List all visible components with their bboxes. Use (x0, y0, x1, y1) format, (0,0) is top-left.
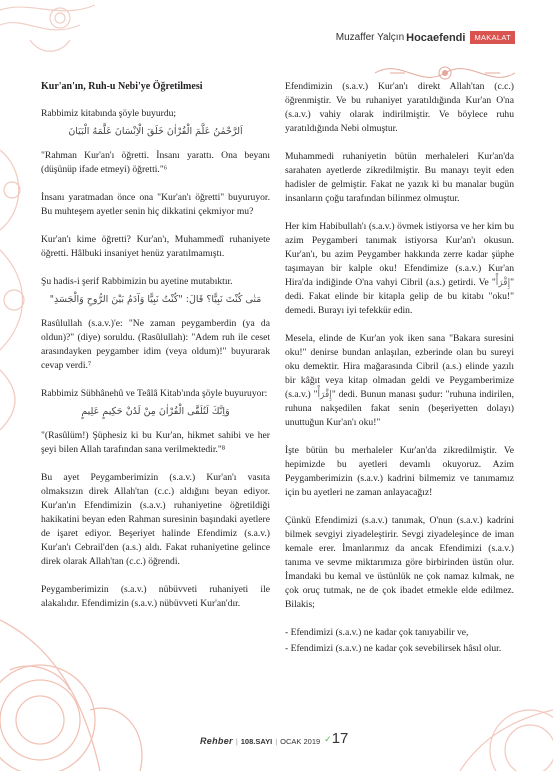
paragraph (285, 220, 514, 318)
paragraph: Peygamberimizin (s.a.v.) nübüvveti ruhaniyeti ile alakalıdır. Efendimizin (s.a.v.) nübüvveti Kur'an'dır. (41, 584, 270, 609)
paragraph: Rabbimiz kitabında şöyle buyurdu; (41, 108, 177, 119)
paragraph: Efendimizin (s.a.v.) Kur'an'ı direkt Allah'tan (c.c.) öğrenmiştir. Ve bu ruhaniyet yaratıldığında Kur'an O'na (s.a.v.) vahiy olarak indirilmiştir. Ve böylece ruhu yaratıldığında Nebi olmuştur. (285, 81, 514, 134)
footer-divider: | (275, 737, 278, 746)
leaf-icon: ✓ (324, 734, 332, 744)
paragraph: Şu hadis-i şerif Rabbimizin bu ayetine mutabıktır. (41, 276, 233, 287)
paragraph-text: Her kim Habibullah'ı (s.a.v.) övmek istiyorsa ve her kim bu azim Peygamberi tanımak istiyorsa Kur'an'ı okusun. Kur'an'ı, bu azim Peygamber hakkında zerre kadar şüphe taşımayan bir kalple oku! Efendimize (s.a.v.) Kur'an Hira'da indiğinde O'na vahyi Cibril (a.s.) getirdi. Ve " (285, 221, 514, 288)
issue-number: 108.SAYI (240, 737, 273, 746)
dash-list (285, 626, 514, 656)
page-number-text: 17 (331, 730, 349, 747)
page-footer (200, 732, 348, 746)
paragraph: İnsanı yaratmadan önce ona "Kur'an'ı öğretti" buyuruyor. Bu muhteşem ayetler senin hiç dikkatini çekmiyor mu? (41, 192, 270, 217)
left-edge-ornament (0, 130, 36, 430)
list-item: - Efendimizi (s.a.v.) ne kadar çok tanıyabilir ve, (285, 627, 469, 638)
bottom-right-ornament (420, 640, 553, 771)
paragraph: Rasûlullah (s.a.v.)'e: "Ne zaman peygamberdin (ya da oldun)?" (diye) soruldu. (Rasûlullah): "Adem ruh ile ceset arasındayken peygamber idim (veya oldum)!" buyurarak cevap verdi.⁷ (41, 318, 270, 371)
inline-arabic: إِقْرَأْ (495, 278, 511, 288)
right-column (285, 80, 514, 658)
paragraph: Çünkü Efendimizi (s.a.v.) tanımak, O'nun (s.a.v.) kadrini bilmek sevgiyi ziyadeleştirir. Sevgi ziyadeleşince de iman kemale erer. İmanlarımız da ancak Efendimizi (s.a.v.) tanıma ve sevme miktarımıza göre birbirinden üstün olur. İmandaki bu kemal ve üstünlük ne çok namaz kılmak, ne çok oruç tutmak, ne de çok ibadet etmekle elde edilmez. Bilakis; (285, 515, 514, 610)
page-number (324, 732, 348, 746)
paragraph: Kur'an'ı kime öğretti? Kur'an'ı, Muhammedî ruhaniyete öğretti. Hâlbuki insaniyet henüz yaratılmamıştı. (41, 234, 270, 259)
paragraph: "Rahman Kur'an'ı öğretti. İnsanı yarattı. Ona beyanı (düşünüp ifade etmeyi) öğretti."⁶ (41, 150, 270, 175)
paragraph: Bu ayet Peygamberimizin (s.a.v.) Kur'an'ı vasıta olmaksızın direk Allah'tan (c.c.) aldığını beyan ediyor. Kur'an'ın Efendimizin (s.a.v.) ruhaniyetine öğretildiği hakikatini beyan eden Rahman suresinin başındaki ayetlere de işaret ediyor. Beşeriyet halinde Efendimiz (s.a.v.) Kur'an'ı Cebrail'den (a.s.) aldı. Fakat ruhaniyetine gelince direk olarak Allah'tan (c.c.) öğrendi. (41, 472, 270, 567)
paragraph-text: " dedi. Fakat elinde bir kitapla gelip de bu kitabı "oku!" demedi. Burayı iyi tefekkür edin. (285, 277, 514, 316)
issue-date: OCAK 2019 (280, 737, 321, 746)
paragraph: "(Rasûlüm!) Şüphesiz ki bu Kur'an, hikmet sahibi ve her şeyi bilen Allah tarafından sana verilmektedir."⁸ (41, 430, 270, 455)
article-subheading: Kur'an'ın, Ruh-u Nebi'ye Öğretilmesi (41, 81, 203, 92)
list-item: - Efendimizi (s.a.v.) ne kadar çok sevebilirsek hâsıl olur. (285, 643, 502, 654)
paragraph (285, 332, 514, 430)
author-name: Muzaffer Yalçın (335, 32, 405, 43)
footer-divider: | (235, 737, 238, 746)
arabic-hadith: مَتٰى كُنْتَ نَبِيًّا؟ قَالَ: "كُنْتُ نَبِيًّا وَآدَمُ بَيْنَ الرُّوحِ وَالْجَسَدِ" (49, 294, 262, 305)
arabic-verse: وَاِنَّكَ لَتُلَقَّى الْقُرْاٰنَ مِنْ لَدُنْ حَكِيمٍ عَلِيمٍ (81, 406, 230, 417)
inline-arabic: إِقْرَأْ (317, 390, 332, 400)
top-left-ornament (0, 0, 110, 70)
paragraph: Rabbimiz Sübhânehû ve Teâlâ Kitab'ında şöyle buyuruyor: (41, 388, 268, 399)
paragraph-text: " dedi. Bunun manası şudur: "ruhuna indirilen, ruhuna nakşedilen fakat senin (beşeriyetten dolayı) unuttuğun Kur'an'ı oku!" (285, 389, 514, 428)
author-surname: Hocaefendi (406, 31, 466, 44)
section-badge: MAKALAT (470, 31, 515, 44)
left-column (41, 80, 270, 625)
paragraph: Muhammedi ruhaniyetin bütün merhaleleri Kur'an'da sarahaten ayetlerde zikredilmiştir. Bu manayı teyit eden hadisler de gelmiştir. Fakat ne yazık ki bu manalar bugün insanların çoğu tarafından bilinmez olmuştur. (285, 151, 514, 204)
paragraph-text: Mesela, elinde de Kur'an yok iken sana "Bakara suresini oku!" denirse bundan anlaşılan, ezberinde olan bu sureyi oku demektir. Hira mağarasında Cibril (a.s.) elinde yazılı bir kâğıt veya kitap olmadan geldi ve Peygamberimize (s.a.v.) " (285, 333, 514, 400)
arabic-verse: اَلرَّحْمٰنُ عَلَّمَ الْقُرْاٰنَ خَلَقَ الْاِنْسَانَ عَلَّمَهُ الْبَيَانَ (68, 126, 243, 137)
magazine-logo: Rehber (200, 736, 233, 746)
paragraph: İşte bütün bu merhaleler Kur'an'da zikredilmiştir. Ve hepimizde bu ayetleri devamlı okuyoruz. Azim Peygamberimizin (s.a.v.) kadrini bilmemiz ve tanımamız için bu ayetleri ne zaman anlayacağız! (285, 445, 514, 498)
running-header (336, 31, 515, 44)
